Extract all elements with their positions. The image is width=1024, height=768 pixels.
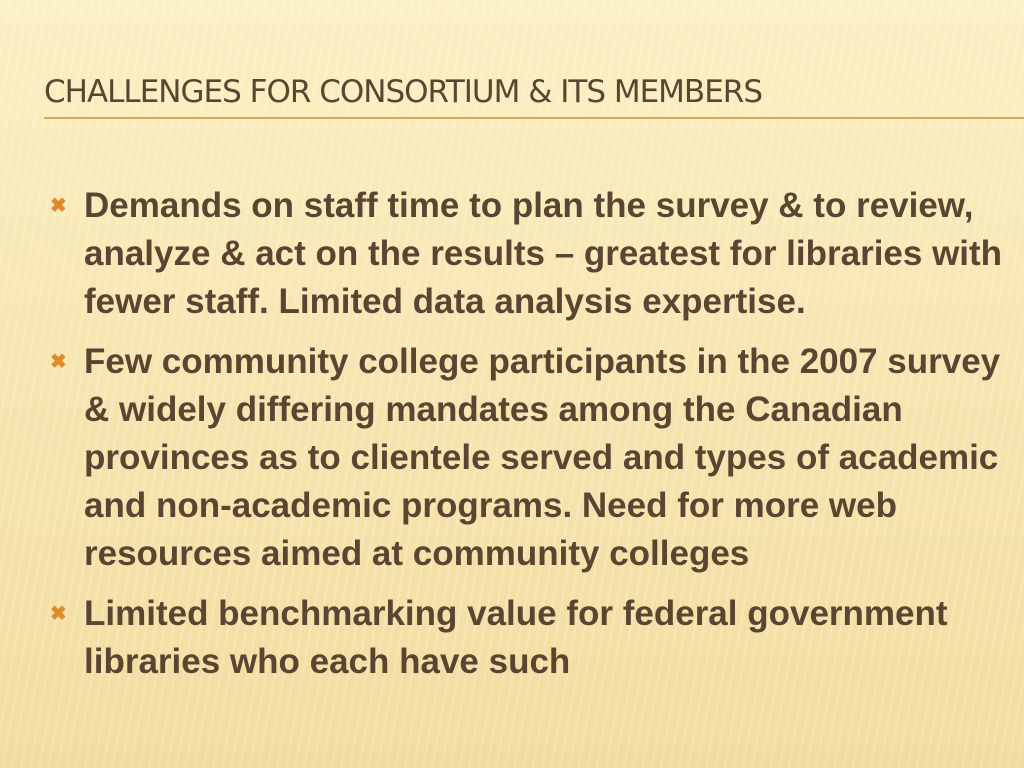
x-mark-bullet-icon: ✖	[50, 195, 67, 217]
title-underline-rule	[44, 117, 1024, 119]
bullet-text: Limited benchmarking value for federal government libraries who each have such	[84, 594, 948, 681]
bullet-text: Few community college participants in the 2007 survey & widely differing mandates among the Canadian provinces as to clientele served and types of academic and non-academic programs. Need for more web resources aimed at community colleges	[84, 342, 1001, 573]
bullet-item	[46, 182, 1006, 326]
x-mark-bullet-icon: ✖	[50, 603, 67, 625]
bullet-list	[46, 182, 1006, 698]
slide-title: CHALLENGES FOR CONSORTIUM & ITS MEMBERS	[44, 74, 763, 110]
bullet-text: Demands on staff time to plan the survey & to review, analyze & act on the results – greatest for libraries with fewer staff. Limited data analysis expertise.	[84, 186, 1003, 321]
bullet-item	[46, 590, 1006, 686]
bullet-item	[46, 338, 1006, 578]
x-mark-bullet-icon: ✖	[50, 351, 67, 373]
